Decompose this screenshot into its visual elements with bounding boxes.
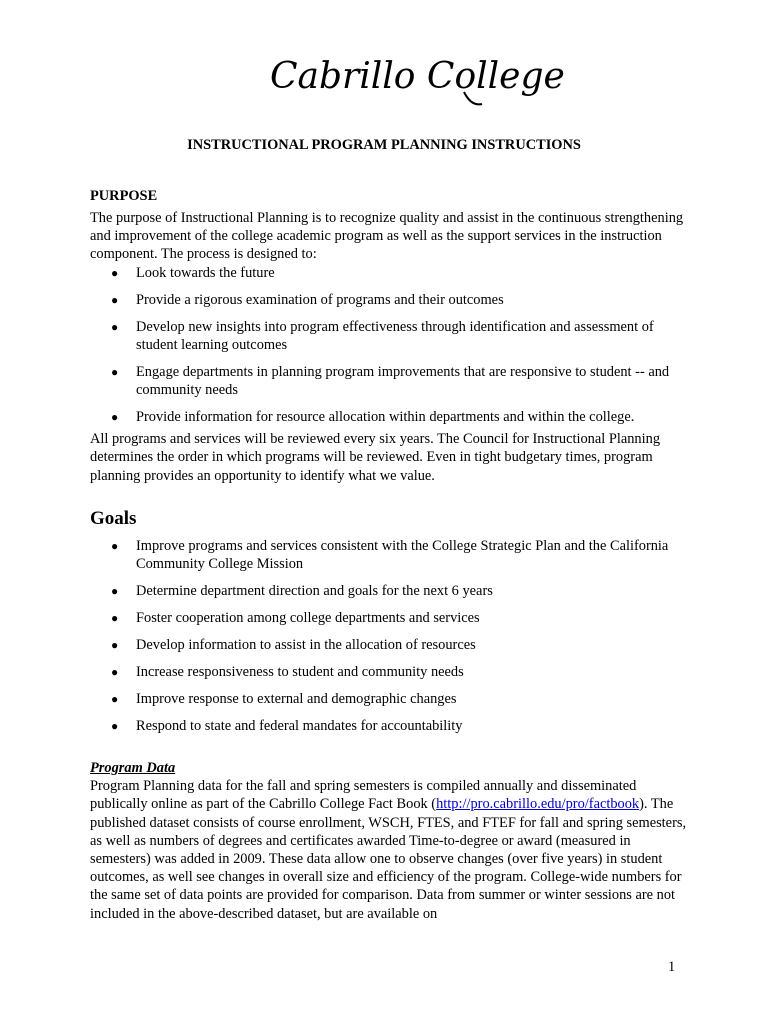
program-data-section [90, 759, 688, 923]
list-item-text: Look towards the future [136, 264, 275, 281]
list-item [90, 636, 688, 654]
review-paragraph: All programs and services will be reviewed every six years. The Council for Instructional Planning determines the order in which programs will be reviewed. Even in tight budgetary times, program planning provides an opportunity to identify what we value. [90, 431, 661, 484]
page-number: 1 [668, 959, 676, 975]
program-data-text-start: Program Planning data for the fall and spring semesters is compiled annually and disseminated publically online as part of the Cabrillo College Fact Book ( [90, 778, 637, 813]
bullet-icon: ● [111, 319, 119, 334]
list-item-text: Respond to state and federal mandates for accountability [136, 718, 463, 735]
list-item [90, 537, 688, 573]
bullet-icon: ● [111, 719, 119, 734]
list-item [90, 582, 688, 600]
purpose-section [90, 187, 688, 485]
bullet-icon: ● [111, 638, 119, 653]
goals-list [90, 537, 688, 735]
bullet-icon: ● [111, 364, 119, 379]
program-data-paragraph [90, 777, 688, 923]
list-item-text: Engage departments in planning program improvements that are responsive to student -- and community needs [136, 363, 670, 399]
bullet-icon: ● [111, 292, 119, 307]
goals-heading: Goals [90, 507, 137, 529]
bullet-icon: ● [111, 538, 119, 553]
list-item [90, 291, 688, 309]
college-logo-text: Cabrillo College [270, 56, 565, 97]
program-data-text-end: ). The published dataset consists of course enrollment, WSCH, FTES, and FTEF for fall and spring semesters, as well as numbers of degrees and certificates awarded Time-to-degree or award (measured in semesters) was added in 2009. These data allow one to observe changes (over five years) in student outcomes, as well see changes in overall size and efficiency of the program. College-wide numbers for the same set of data points are provided for comparison. Data from summer or winter sessions are not included in the above-described dataset, but are available on [90, 796, 687, 922]
list-item [90, 318, 688, 354]
bullet-icon: ● [111, 410, 119, 425]
factbook-link[interactable]: http://pro.cabrillo.edu/pro/factbook [436, 796, 640, 813]
list-item [90, 663, 688, 681]
goals-section [90, 509, 688, 735]
bullet-icon: ● [111, 265, 119, 280]
list-item-text: Develop new insights into program effectiveness through identification and assessment of student learning outcomes [136, 318, 654, 353]
list-item-text: Foster cooperation among college departments and services [136, 610, 480, 627]
bullet-icon: ● [111, 665, 119, 680]
list-item [90, 264, 688, 282]
list-item-text: Determine department direction and goals for the next 6 years [136, 583, 493, 600]
list-item [90, 408, 688, 426]
list-item-text: Increase responsiveness to student and community needs [136, 664, 464, 681]
college-logo [268, 48, 565, 112]
bullet-icon: ● [111, 611, 119, 626]
list-item-text: Improve programs and services consistent with the College Strategic Plan and the California Community College Mission [136, 537, 669, 573]
list-item [90, 363, 688, 399]
list-item [90, 690, 688, 708]
list-item-text: Provide information for resource allocation within departments and within the college. [136, 409, 635, 426]
program-data-heading: Program Data [90, 760, 176, 777]
purpose-heading: PURPOSE [90, 188, 158, 204]
list-item [90, 609, 688, 627]
document-body [90, 187, 688, 923]
list-item [90, 717, 688, 735]
bullet-icon: ● [111, 584, 119, 599]
list-item-text: Improve response to external and demographic changes [136, 691, 457, 708]
purpose-list [90, 264, 688, 427]
list-item-text: Provide a rigorous examination of programs and their outcomes [136, 291, 504, 308]
college-logo-image [268, 48, 565, 112]
list-item-text: Develop information to assist in the allocation of resources [136, 637, 476, 654]
purpose-intro: The purpose of Instructional Planning is to recognize quality and assist in the continuous strengthening and improvement of the college academic program as well as the support services in the instruction component. The process is designed to: [90, 210, 684, 263]
bullet-icon: ● [111, 692, 119, 707]
document-title: INSTRUCTIONAL PROGRAM PLANNING INSTRUCTIONS [187, 137, 581, 153]
